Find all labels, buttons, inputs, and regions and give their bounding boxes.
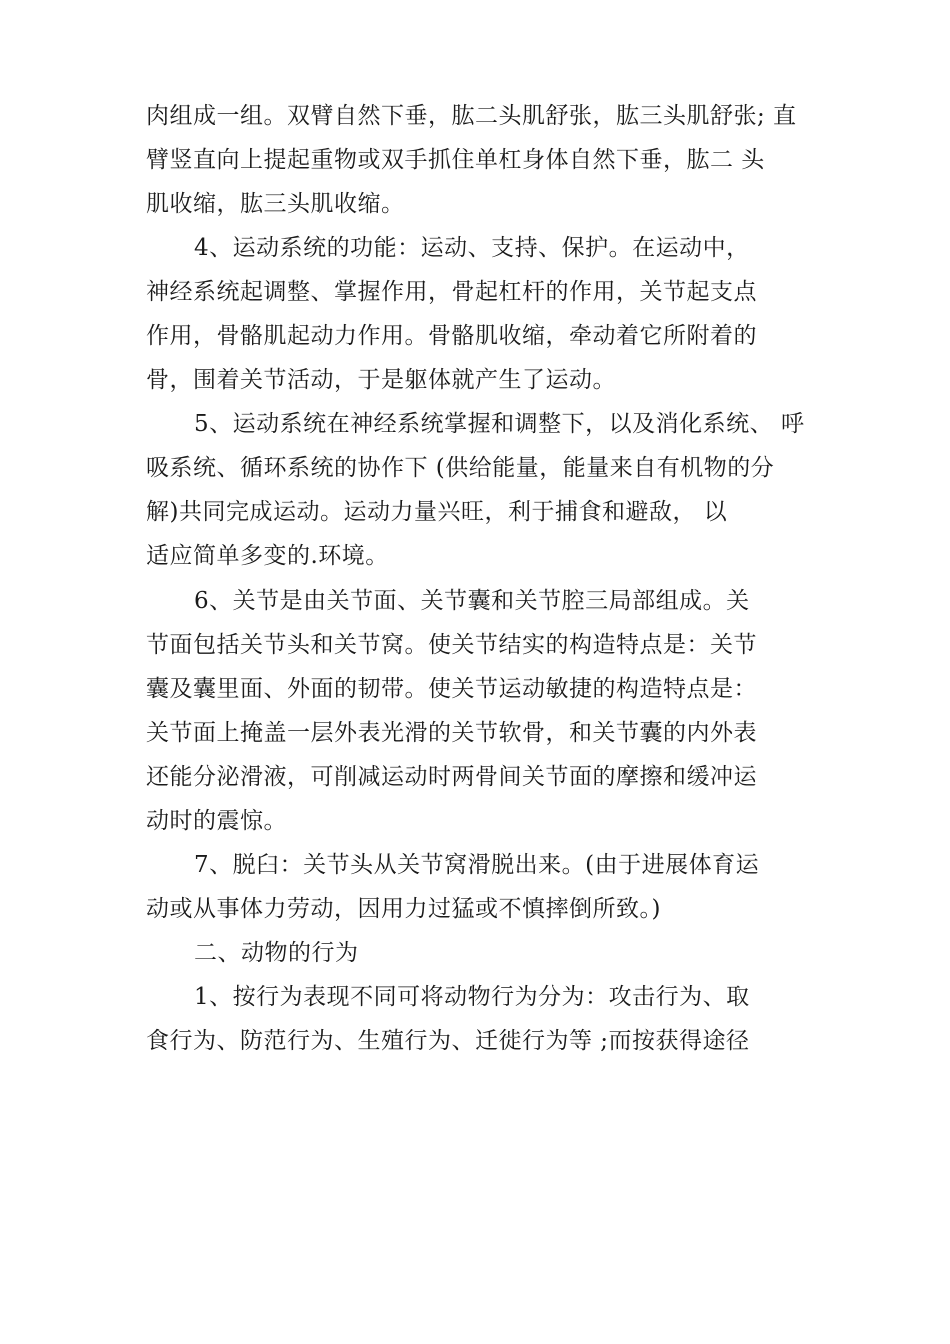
text-line: 作用，骨骼肌起动力作用。骨骼肌收缩，牵动着它所附着的: [146, 323, 757, 349]
paragraph-4-start: 4、运动系统的功能：运动、支持、保护。在运动中，: [194, 235, 750, 261]
text-line: 动或从事体力劳动，因用力过猛或不慎摔倒所致。): [146, 896, 661, 922]
text-line: 动时的震惊。: [146, 808, 287, 834]
paragraph-1-start: 1、按行为表现不同可将动物行为分为：攻击行为、取: [194, 984, 750, 1010]
text-line: 关节面上掩盖一层外表光滑的关节软骨，和关节囊的内外表: [146, 720, 757, 746]
paragraph-6-start: 6、关节是由关节面、关节囊和关节腔三局部组成。关: [194, 588, 750, 614]
text-line: 节面包括关节头和关节窝。使关节结实的构造特点是：关节: [146, 632, 757, 658]
text-line: 解)共同完成运动。运动力量兴旺，利于捕食和避敌， 以: [146, 499, 728, 525]
text-line: 臂竖直向上提起重物或双手抓住单杠身体自然下垂，肱二 头: [146, 147, 765, 173]
paragraph-5-start: 5、运动系统在神经系统掌握和调整下，以及消化系统、 呼: [194, 411, 805, 437]
paragraph-7-start: 7、脱臼：关节头从关节窝滑脱出来。(由于进展体育运: [194, 852, 760, 878]
text-line: 神经系统起调整、掌握作用，骨起杠杆的作用，关节起支点: [146, 279, 757, 305]
text-line: 肉组成一组。双臂自然下垂，肱二头肌舒张，肱三头肌舒张; 直: [146, 103, 797, 129]
text-line: 骨，围着关节活动，于是躯体就产生了运动。: [146, 367, 616, 393]
section-heading: 二、动物的行为: [194, 940, 359, 966]
text-line: 肌收缩，肱三头肌收缩。: [146, 191, 405, 217]
text-line: 囊及囊里面、外面的韧带。使关节运动敏捷的构造特点是：: [146, 676, 757, 702]
text-line: 还能分泌滑液，可削减运动时两骨间关节面的摩擦和缓冲运: [146, 764, 757, 790]
text-line: 吸系统、循环系统的协作下 (供给能量，能量来自有机物的分: [146, 455, 775, 481]
text-line: 食行为、防范行为、生殖行为、迁徙行为等 ;而按获得途径: [146, 1028, 750, 1054]
text-line: 适应简单多变的.环境。: [146, 543, 389, 569]
